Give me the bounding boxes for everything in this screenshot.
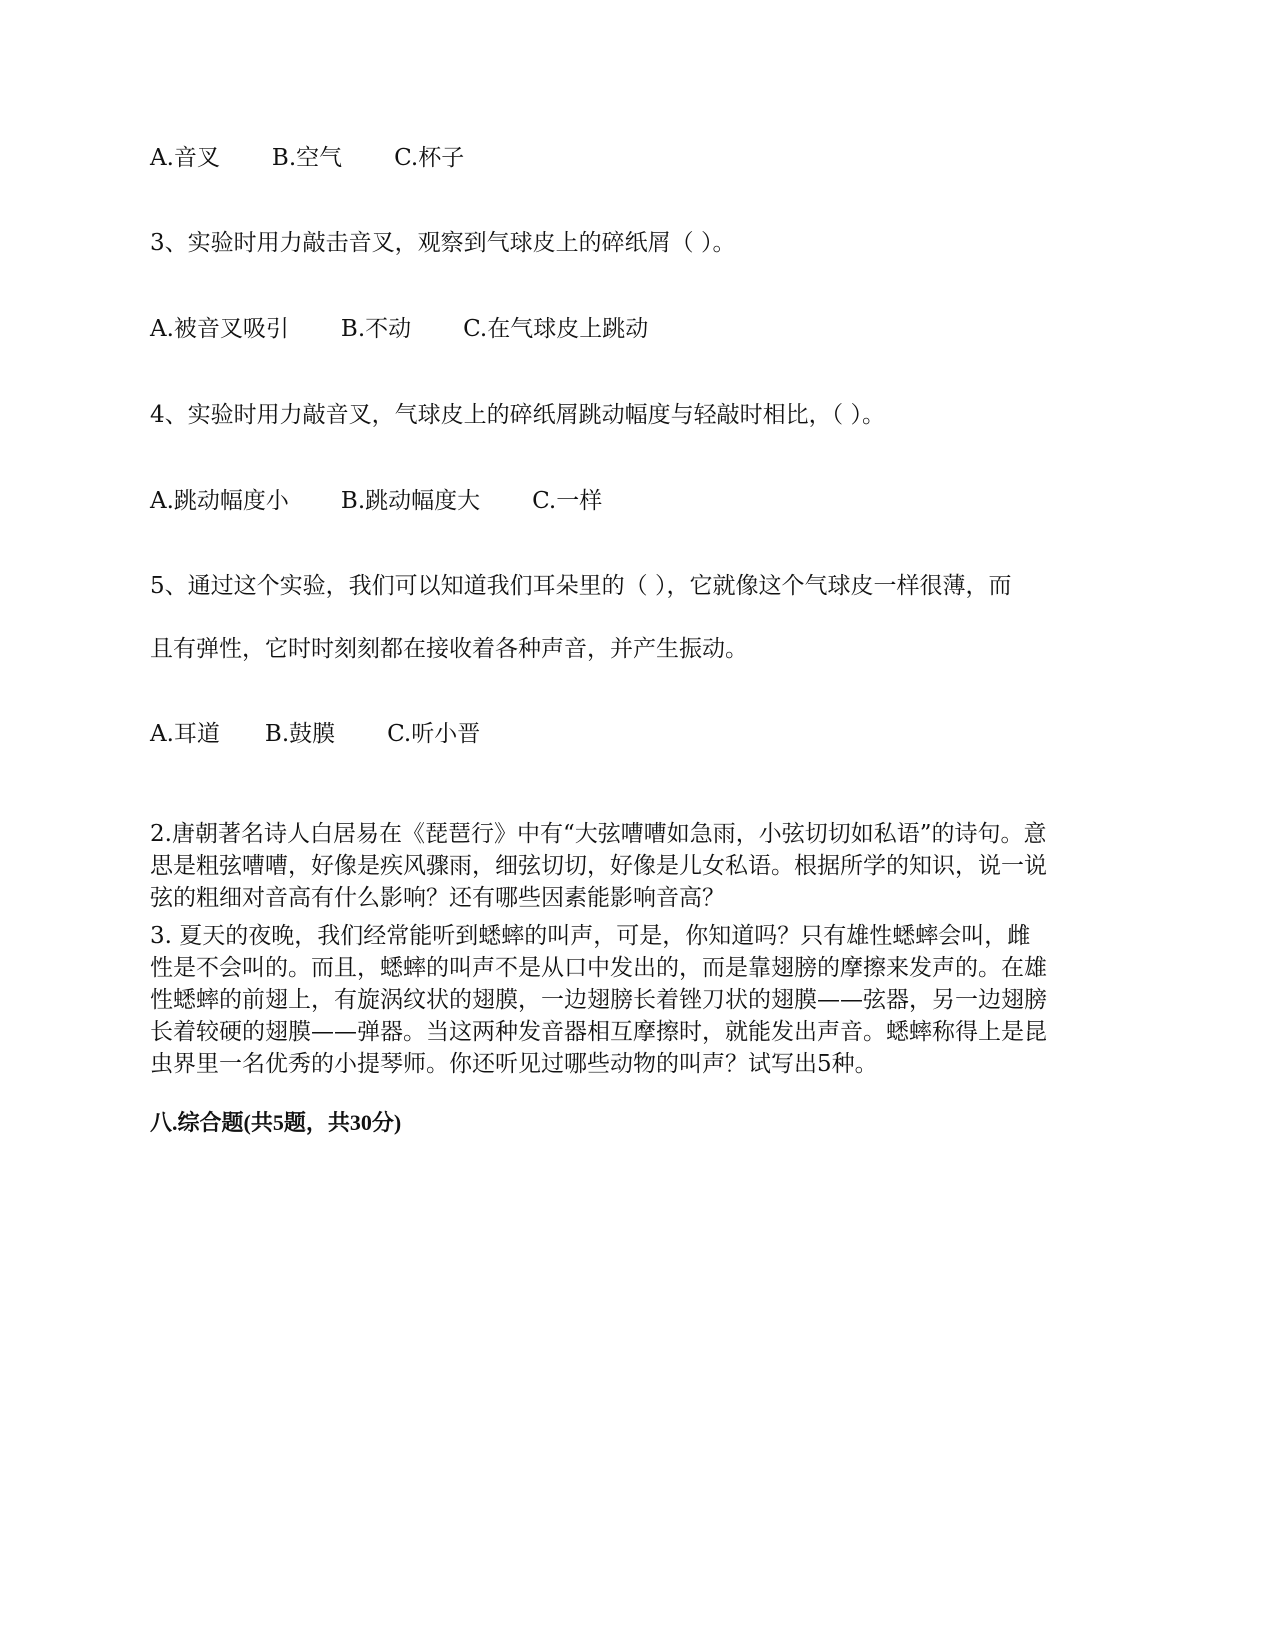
q4-option-a: A.跳动幅度小 (150, 488, 289, 514)
q4-option-b: B.跳动幅度大 (340, 488, 481, 514)
q5-question-line1: 5、通过这个实验，我们可以知道我们耳朵里的（ ），它就像这个气球皮一样很薄，而 (150, 573, 1012, 599)
q2-option-a: A.音叉 (150, 145, 220, 171)
q3-option-c: C.在气球皮上跳动 (463, 316, 649, 342)
q2-option-c: C.杯子 (394, 145, 465, 171)
essay-3-line: 3. 夏天的夜晚，我们经常能听到蟋蟀的叫声，可是，你知道吗？只有雄性蟋蟀会叫，雌 (150, 923, 1031, 949)
q3-option-b: B.不动 (340, 316, 412, 342)
q3-option-a: A.被音叉吸引 (150, 316, 289, 342)
q3-options (150, 314, 648, 344)
essay-question-3 (150, 920, 1125, 1080)
q2-options (150, 143, 464, 173)
essay-question-2 (150, 818, 1125, 914)
q3-question: 3、实验时用力敲击音叉，观察到气球皮上的碎纸屑（ ）。 (150, 230, 736, 256)
q2-option-b: B.空气 (271, 145, 343, 171)
essay-2-line: 思是粗弦嘈嘈，好像是疾风骤雨，细弦切切，好像是儿女私语。根据所学的知识，说一说 (150, 853, 1047, 879)
essay-2-line: 弦的粗细对音高有什么影响？还有哪些因素能影响音高？ (150, 885, 725, 911)
q5-option-a: A.耳道 (150, 721, 220, 747)
q5-option-b: B.鼓膜 (264, 721, 336, 747)
essay-3-line: 虫界里一名优秀的小提琴师。你还听见过哪些动物的叫声？试写出5种。 (150, 1051, 878, 1077)
q5-option-c: C.听小晋 (387, 721, 481, 747)
q4-option-c: C.一样 (532, 488, 603, 514)
q5-question-line2: 且有弹性，它时时刻刻都在接收着各种声音，并产生振动。 (150, 636, 748, 662)
essay-3-line: 性蟋蟀的前翅上，有旋涡纹状的翅膜，一边翅膀长着锉刀状的翅膜——弦器，另一边翅膀 (150, 987, 1047, 1013)
essay-3-line: 长着较硬的翅膜——弹器。当这两种发音器相互摩擦时，就能发出声音。蟋蟀称得上是昆 (150, 1019, 1047, 1045)
section-8-heading: 八.综合题(共5题，共30分) (150, 1110, 402, 1135)
essay-3-line: 性是不会叫的。而且，蟋蟀的叫声不是从口中发出的，而是靠翅膀的摩擦来发声的。在雄 (150, 955, 1047, 981)
essay-2-line: 2.唐朝著名诗人白居易在《琵琶行》中有“大弦嘈嘈如急雨，小弦切切如私语”的诗句。意 (150, 821, 1047, 847)
q4-question: 4、实验时用力敲音叉，气球皮上的碎纸屑跳动幅度与轻敲时相比，（ ）。 (150, 402, 885, 428)
q4-options (150, 486, 602, 516)
q5-options (150, 719, 480, 749)
